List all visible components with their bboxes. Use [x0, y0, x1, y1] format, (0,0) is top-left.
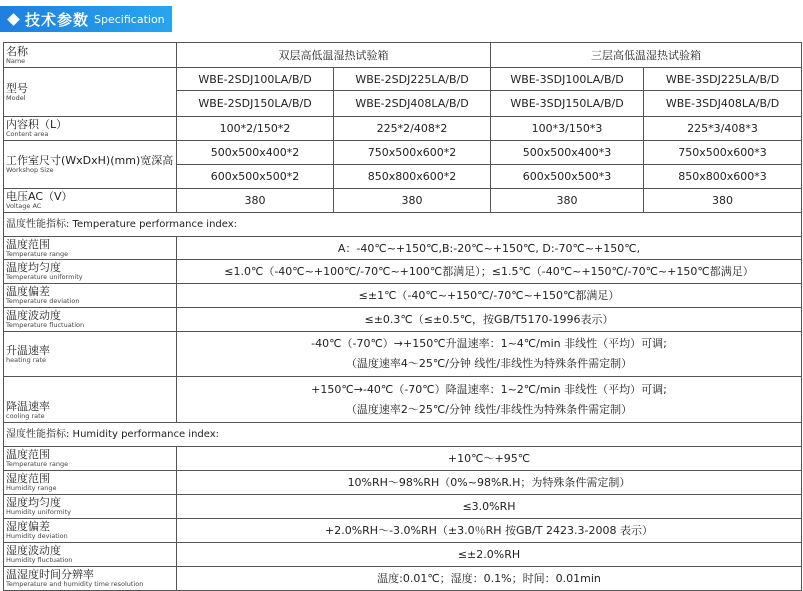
- model-cell: WBE-3SDJ100LA/B/D: [491, 68, 644, 91]
- hum-value: +2.0%RH～-3.0%RH（±3.0％RH 按GB/T 2423.3-2008 表示）: [177, 519, 802, 543]
- temp-label: 升温速率 heating rate: [4, 332, 177, 377]
- content-row: [4, 117, 802, 141]
- temp-value: ≤±0.3℃（≤±0.5℃，按GB/T5170-1996表示）: [177, 308, 802, 332]
- model-cell: WBE-3SDJ150LA/B/D: [491, 91, 644, 117]
- spec-table: [3, 42, 802, 591]
- temp-value: ≤1.0℃（-40℃~+100℃/-70℃~+100℃都满足）；≤1.5℃（-40℃~+150℃/-70℃~+150℃都满足）: [177, 260, 802, 284]
- temp-section-row: [4, 213, 802, 237]
- model-label: 型号 Model: [4, 68, 177, 117]
- voltage-cell: 380: [177, 189, 334, 213]
- name-label: 名称 Name: [4, 43, 177, 68]
- temp-value: -40℃（-70℃）→+150℃升温速率：1~4℃/min 非线性（平均）可调; （温度速率4～25℃/分钟 线性/非线性为特殊条件需定制）: [177, 332, 802, 377]
- temp-label: 温度偏差 Temperature deviation: [4, 284, 177, 308]
- workshop-cell: 600x500x500*2: [177, 165, 334, 189]
- content-label: 内容积（L） Content area: [4, 117, 177, 141]
- hum-section-title: 湿度性能指标: Humidity performance index:: [4, 423, 802, 447]
- model-cell: WBE-3SDJ225LA/B/D: [644, 68, 802, 91]
- content-cell: 225*2/408*2: [334, 117, 491, 141]
- hum-label: 湿度波动度 Humidity fluctuation: [4, 543, 177, 567]
- temp-value: A：-40℃~+150℃,B:-20℃~+150℃, D:-70℃~+150℃,: [177, 237, 802, 260]
- workshop-cell: 500x500x400*2: [177, 141, 334, 165]
- hum-row: [4, 447, 802, 471]
- header-title-en: Specification: [94, 12, 165, 26]
- hum-value: +10℃～+95℃: [177, 447, 802, 471]
- voltage-cell: 380: [491, 189, 644, 213]
- voltage-row: [4, 189, 802, 213]
- hum-label: 湿度偏差 Humidity deviation: [4, 519, 177, 543]
- hum-label: 湿度均匀度 Humidity uniformity: [4, 495, 177, 519]
- temp-row: [4, 377, 802, 423]
- temp-label: 温度范围 Temperature range: [4, 237, 177, 260]
- section-header: [0, 6, 172, 32]
- temp-row: [4, 308, 802, 332]
- temp-label: 温度均匀度 Temperature uniformity: [4, 260, 177, 284]
- triple-chamber-name: 三层高低温湿热试验箱: [491, 43, 802, 68]
- model-row: [4, 68, 802, 91]
- name-row: [4, 43, 802, 68]
- temp-row: [4, 237, 802, 260]
- hum-value: 10%RH～98%RH（0%~98%R.H；为特殊条件需定制）: [177, 471, 802, 495]
- temp-label: 温度波动度 Temperature fluctuation: [4, 308, 177, 332]
- model-cell: WBE-2SDJ225LA/B/D: [334, 68, 491, 91]
- model-cell: WBE-2SDJ408LA/B/D: [334, 91, 491, 117]
- hum-label: 湿度范围 Humidity range: [4, 471, 177, 495]
- hum-row: [4, 495, 802, 519]
- workshop-cell: 600x500x500*3: [491, 165, 644, 189]
- workshop-row: [4, 141, 802, 165]
- hum-value: ≤±2.0%RH: [177, 543, 802, 567]
- hum-section-row: [4, 423, 802, 447]
- workshop-cell: 850x800x600*3: [644, 165, 802, 189]
- workshop-cell: 500x500x400*3: [491, 141, 644, 165]
- hum-value: 温度:0.01℃；湿度：0.1%；时间：0.01min: [177, 567, 802, 591]
- workshop-label: 工作室尺寸(WxDxH)(mm)宽深高 Workshop Size: [4, 141, 177, 189]
- model-cell: WBE-2SDJ150LA/B/D: [177, 91, 334, 117]
- model-cell: WBE-3SDJ408LA/B/D: [644, 91, 802, 117]
- hum-value: ≤3.0%RH: [177, 495, 802, 519]
- content-cell: 100*2/150*2: [177, 117, 334, 141]
- workshop-cell: 850x800x600*2: [334, 165, 491, 189]
- hum-label: 温度范围 Temperature range: [4, 447, 177, 471]
- temp-label: 降温速率 cooling rate: [4, 377, 177, 423]
- double-chamber-name: 双层高低温湿热试验箱: [177, 43, 491, 68]
- model-cell: WBE-2SDJ100LA/B/D: [177, 68, 334, 91]
- hum-row: [4, 543, 802, 567]
- voltage-cell: 380: [334, 189, 491, 213]
- hum-label: 温湿度时间分辨率 Temperature and humidity time resolution: [4, 567, 177, 591]
- hum-row: [4, 567, 802, 591]
- workshop-cell: 750x500x600*3: [644, 141, 802, 165]
- diamond-icon: [7, 13, 20, 26]
- content-cell: 225*3/408*3: [644, 117, 802, 141]
- hum-row: [4, 471, 802, 495]
- temp-value: ≤±1℃（-40℃~+150℃/-70℃~+150℃都满足）: [177, 284, 802, 308]
- temp-row: [4, 332, 802, 377]
- header-title-cn: 技术参数: [25, 10, 90, 29]
- temp-row: [4, 260, 802, 284]
- hum-row: [4, 519, 802, 543]
- workshop-cell: 750x500x600*2: [334, 141, 491, 165]
- voltage-label: 电压AC（V） Voltage AC: [4, 189, 177, 213]
- temp-row: [4, 284, 802, 308]
- temp-value: +150℃→-40℃（-70℃）降温速率：1~2℃/min 非线性（平均）可调; （温度速率2～25℃/分钟 线性/非线性为特殊条件需定制）: [177, 377, 802, 423]
- voltage-cell: 380: [644, 189, 802, 213]
- content-cell: 100*3/150*3: [491, 117, 644, 141]
- temp-section-title: 温度性能指标: Temperature performance index:: [4, 213, 802, 237]
